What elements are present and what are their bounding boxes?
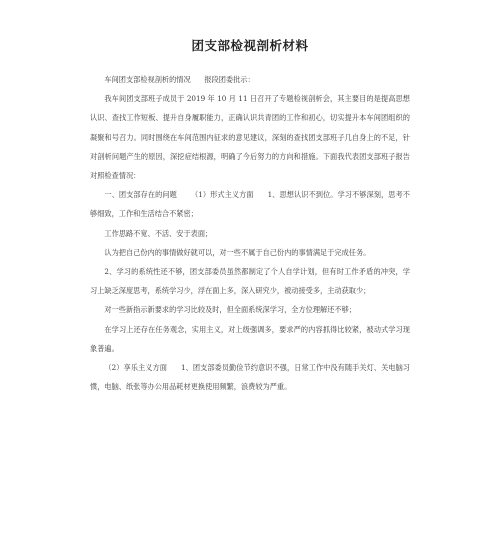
paragraph-own-duties: 认为把自己份内的事情做好就可以，对一些不属于自己份内的事情满足于完成任务。 xyxy=(104,247,371,257)
paragraph-heading-line: 车间团支部检视剖析的情况 报段团委批示： xyxy=(104,75,255,84)
paragraph-new-instructions: 对一些新指示新要求的学习比较及时，但全面系统深学习，全方位理解还不够； xyxy=(104,305,356,315)
paragraph-hedonism: （2）享乐主义方面 1、团支部委员勤俭节约意识不强，日常工作中没有随手关灯、关电脑习惯，电脑、纸张等办公用品耗材更换使用频繁，浪费较为严重。 xyxy=(90,363,410,392)
paragraph-section-one: 一、团支部存在的问题 （1）形式主义方面 1、思想认识不到位。学习不够深刻，思考不够细致，工作和生活结合不紧密； xyxy=(90,190,410,219)
paragraph-study-system: 2、学习的系统性还不够，团支部委员虽然都制定了个人自学计划，但有时工作矛盾的冲突，学习上缺乏深度思考，系统学习少，浮在面上多，深入研究少，被动接受多，主动获取少； xyxy=(90,267,410,296)
paragraph-intro: 我车间团支部班子成员于 2019 年 10 月 11 日召开了专题检视剖析会，其主要目的是提高思想认识、查找工作短板、提升自身履职能力，正确认识共青团的工作和初心，切实提升本车间团组织的凝聚和号召力。同时围绕在车间范围内征求的意见建议，深刻的查找团支部班子几自身上的不足，针对剖析问题产生的原因，深挖症结根源，明确了今后努力的方向和措施。下面我代表团支部班子报告对照检查情况： xyxy=(90,94,410,181)
paragraph-work-ideas: 工作思路不宽、不活、安于表面； xyxy=(104,228,213,238)
document-body xyxy=(90,70,410,396)
document-title: 团支部检视剖析材料 xyxy=(191,38,309,53)
paragraph-task-attitude: 在学习上还存在任务观念，实用主义，对上级强调多，要求严的内容抓得比较紧，被动式学习现象普遍。 xyxy=(90,324,410,353)
